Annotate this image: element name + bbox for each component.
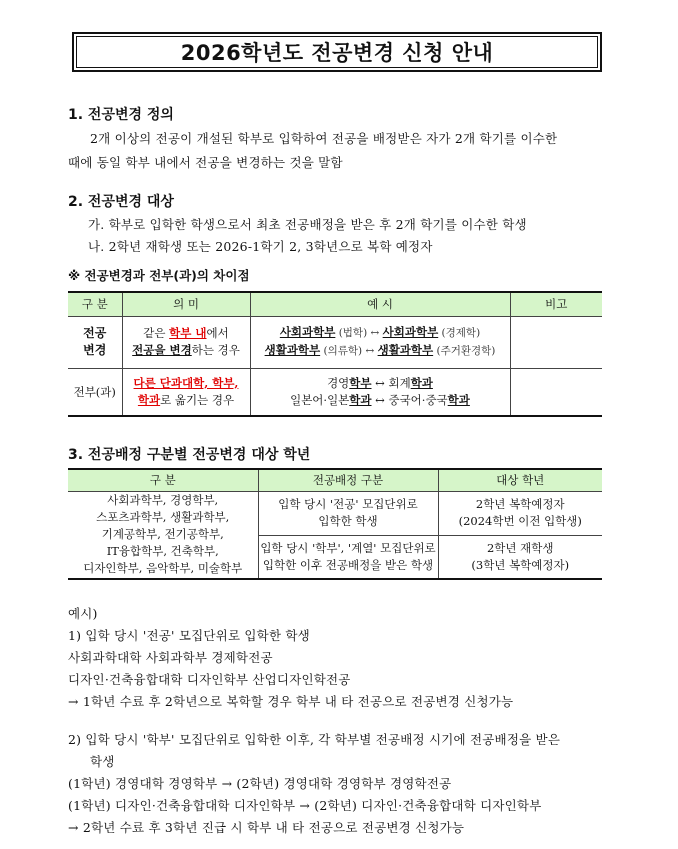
row-example-transfer: 경영학부 ↔ 회계학과 일본어·일본학과 ↔ 중국어·중국학과 [250,368,510,416]
difference-table [68,291,602,417]
header-category: 구 분 [68,292,122,316]
table-row [68,368,602,416]
examples-label: 예시) [68,606,98,621]
row-label-transfer: 전부(과) [68,368,122,416]
section1-text-line2: 때에 동일 학부 내에서 전공을 변경하는 것을 말함 [68,155,343,170]
row-example-major-change: 사회과학부 (법학) ↔ 사회과학부 (경제학) 생활과학부 (의류학) ↔ 생활과학부 (주거환경학) [250,316,510,368]
header-assignment-type: 전공배정 구분 [258,469,438,491]
example2-title-cont: 학생 [90,754,115,769]
diff-heading: ※ 전공변경과 전부(과)의 차이점 [68,268,250,283]
page-title: 2026학년도 전공변경 신청 안내 [72,32,602,72]
section2-item-ga: 가. 학부로 입학한 학생으로서 최초 전공배정을 받은 후 2개 학기를 이수한 학생 [88,217,527,232]
row-note-transfer [510,368,602,416]
example2-result: → 2학년 수료 후 3학년 진급 시 학부 내 타 전공으로 전공변경 신청가능 [68,820,465,835]
section2-item-na: 나. 2학년 재학생 또는 2026-1학기 2, 3학년으로 복학 예정자 [88,239,433,254]
department-list: 사회과학부, 경영학부, 스포츠과학부, 생활과학부, 기계공학부, 전기공학부, IT융합학부, 건축학부, 디자인학부, 음악학부, 미술학부 [68,491,258,579]
header-note: 비고 [510,292,602,316]
table-row [68,316,602,368]
target-year-faculty: 2학년 재학생 (3학년 복학예정자) [438,535,602,579]
section1-heading: 1. 전공변경 정의 [68,107,174,123]
row-note-major-change [510,316,602,368]
section1-text-line1: 2개 이상의 전공이 개설된 학부로 입학하여 전공을 배정받은 자가 2개 학기를 이수한 [90,131,558,146]
example1-result: → 1학년 수료 후 2학년으로 복학할 경우 학부 내 타 전공으로 전공변경 신청가능 [68,694,514,709]
header-target-year: 대상 학년 [438,469,602,491]
assignment-table [68,468,602,580]
header-example: 예 시 [250,292,510,316]
example2-line-b: (1학년) 디자인·건축융합대학 디자인학부 → (2학년) 디자인·건축융합대학 디자인학부 [68,798,542,813]
example2-line-a: (1학년) 경영대학 경영학부 → (2학년) 경영대학 경영학부 경영학전공 [68,776,452,791]
example1-title: 1) 입학 당시 '전공' 모집단위로 입학한 학생 [68,628,310,643]
header-category: 구 분 [68,469,258,491]
header-meaning: 의 미 [122,292,250,316]
example1-line-b: 디자인·건축융합대학 디자인학부 산업디자인학전공 [68,672,351,687]
assignment-type-faculty: 입학 당시 '학부', '계열' 모집단위로 입학한 이후 전공배정을 받은 학생 [258,535,438,579]
row-label-major-change: 전공 변경 [68,316,122,368]
table-row [68,491,602,535]
assignment-type-major: 입학 당시 '전공' 모집단위로 입학한 학생 [258,491,438,535]
row-meaning-transfer: 다른 단과대학, 학부, 학과로 옮기는 경우 [122,368,250,416]
section3-heading: 3. 전공배정 구분별 전공변경 대상 학년 [68,447,311,463]
example2-title: 2) 입학 당시 '학부' 모집단위로 입학한 이후, 각 학부별 전공배정 시기에 전공배정을 받은 [68,732,561,747]
section2-heading: 2. 전공변경 대상 [68,194,174,210]
example1-line-a: 사회과학대학 사회과학부 경제학전공 [68,650,273,665]
target-year-major: 2학년 복학예정자 (2024학번 이전 입학생) [438,491,602,535]
row-meaning-major-change: 같은 학부 내에서 전공을 변경하는 경우 [122,316,250,368]
